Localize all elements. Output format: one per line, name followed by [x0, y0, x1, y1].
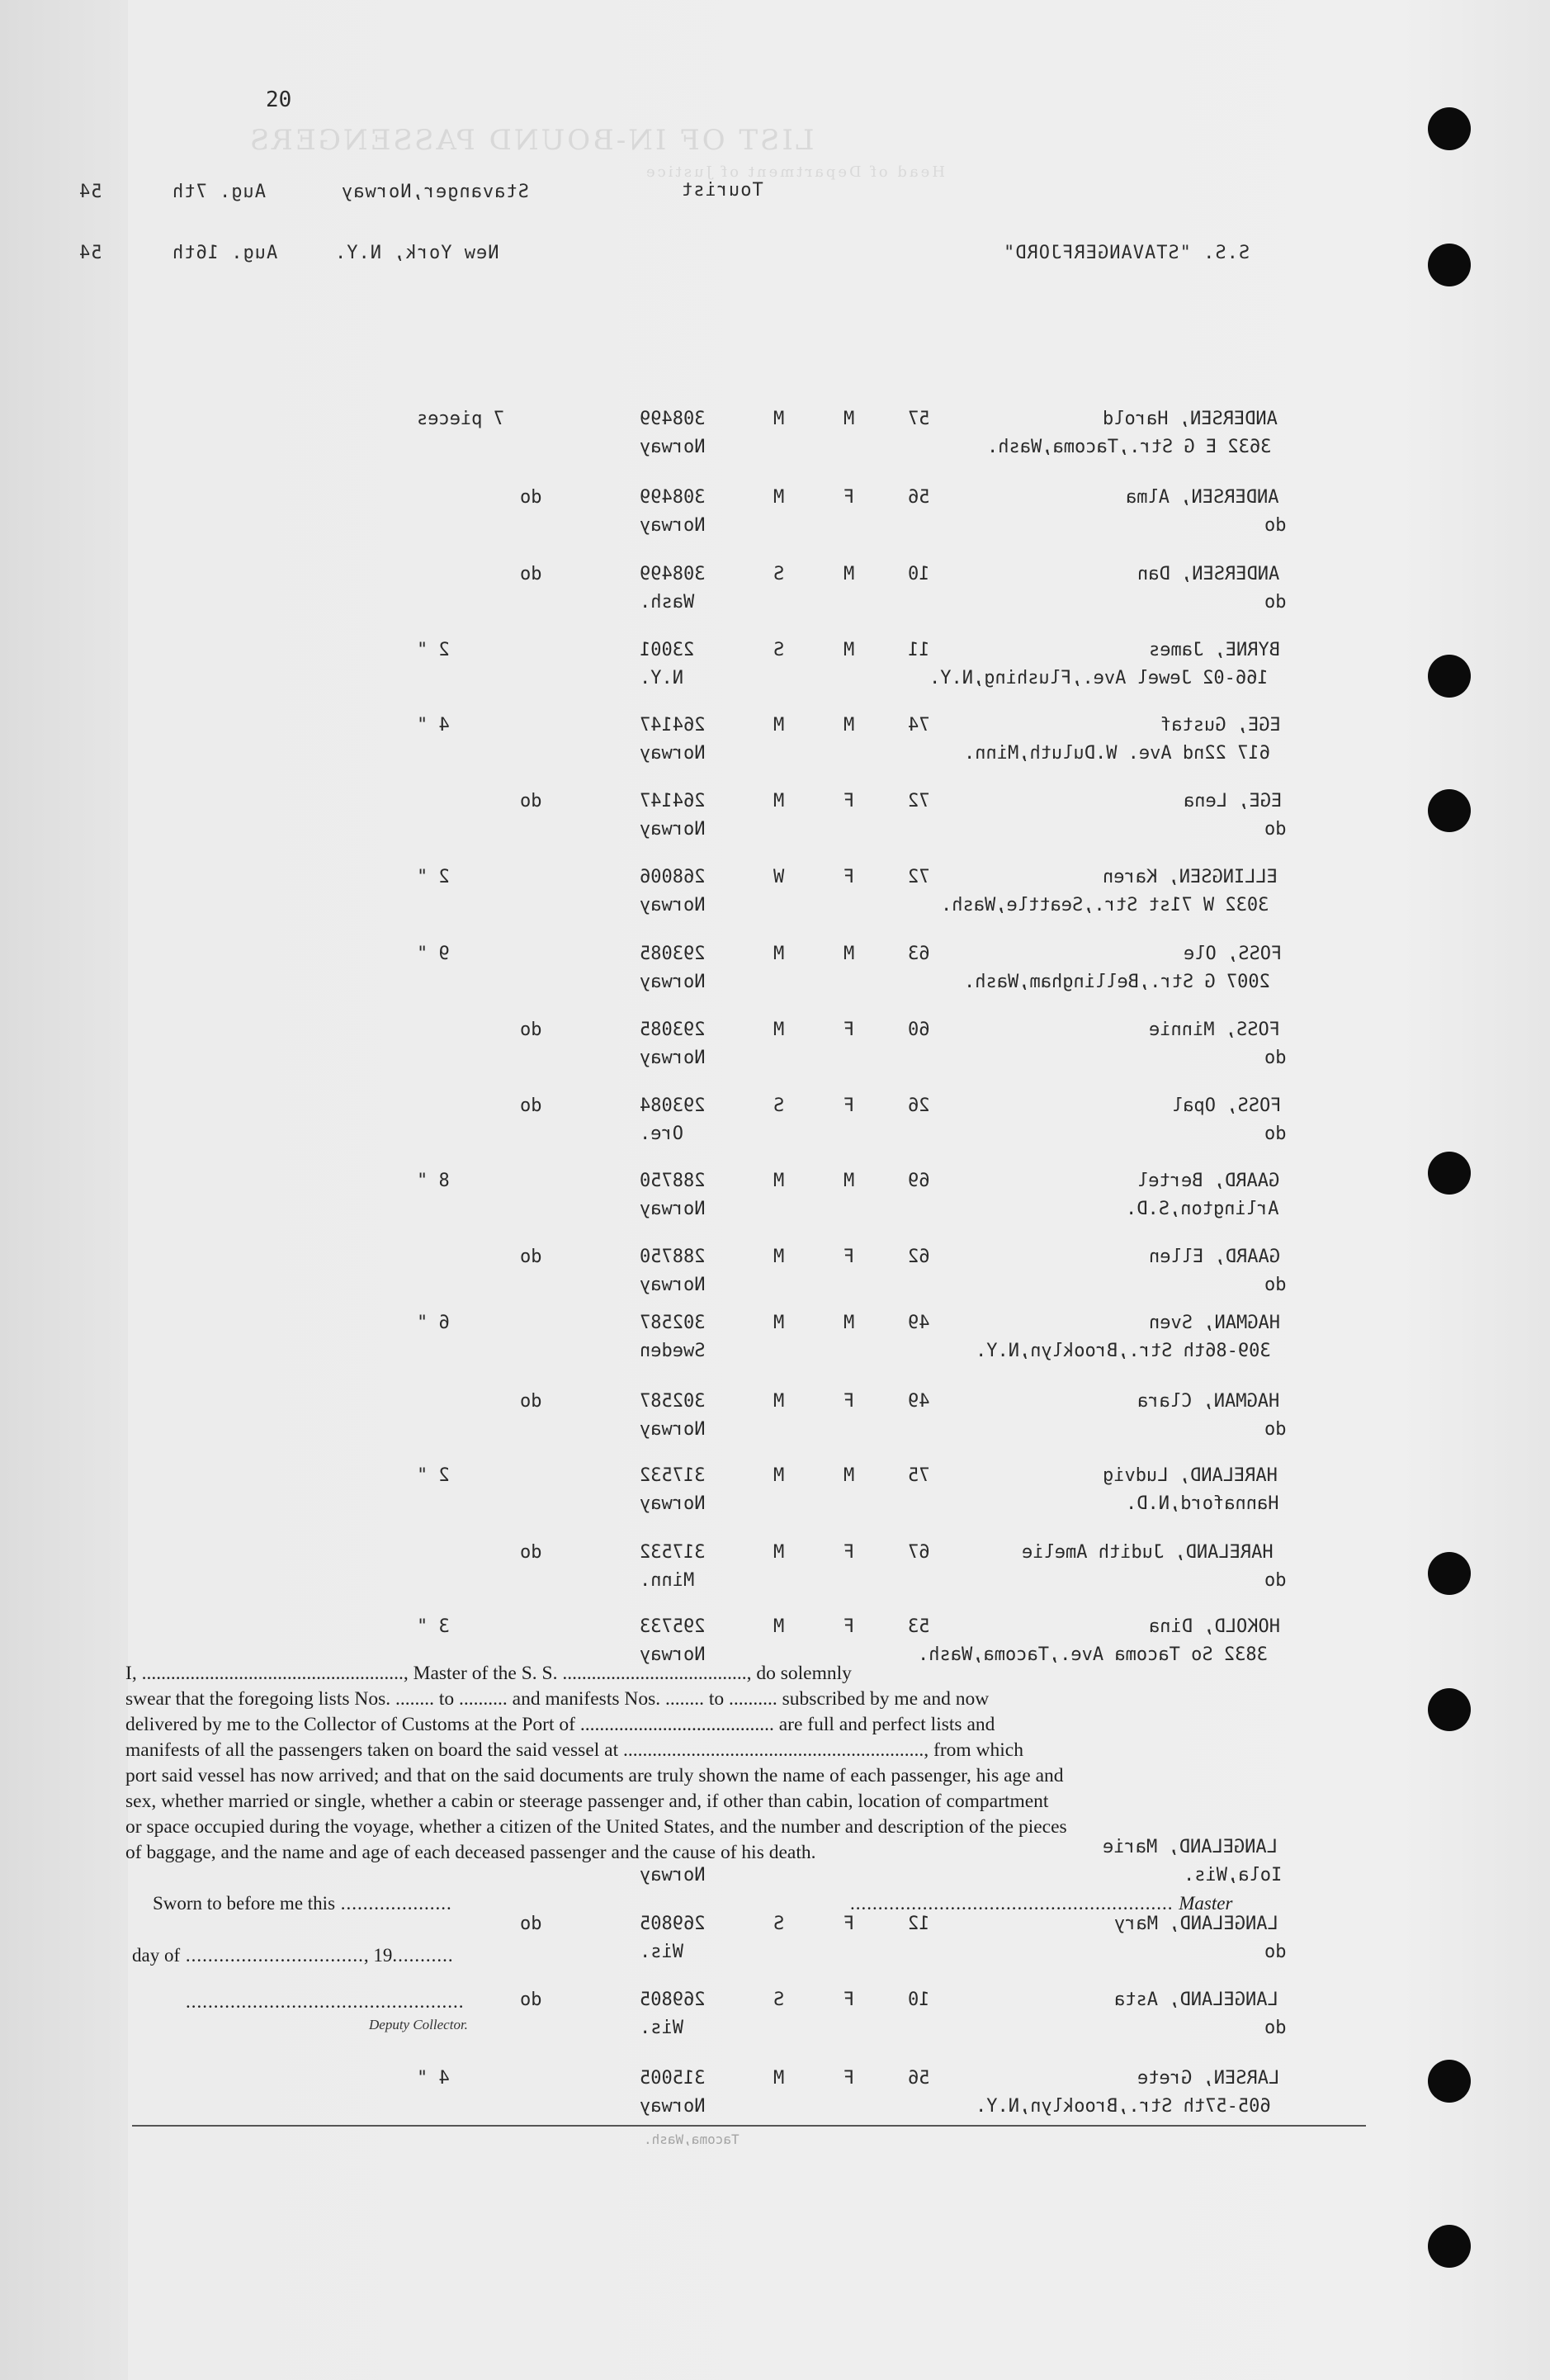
age-cell: 10 — [908, 564, 930, 584]
baggage-cell: 2 " — [417, 1465, 450, 1486]
oath-line: delivered by me to the Collector of Customs at the Port of ........................................ are full and perfect lists and — [125, 1714, 995, 1735]
origin-cell: Wis. — [640, 2018, 683, 2038]
origin-cell: Ore. — [640, 1124, 683, 1144]
baggage-cell: 4 " — [417, 715, 450, 736]
age-cell: 49 — [908, 1313, 930, 1333]
baggage-cell: 7 pieces — [417, 409, 504, 429]
passenger-address-cell: 3832 So Tacoma Ave.,Tacoma,Wash. — [918, 1644, 1268, 1665]
passenger-name-cell: HOKOLD, Dina — [1149, 1616, 1280, 1637]
passenger-number-cell: 295733 — [640, 1616, 706, 1637]
marital-status-cell: M — [773, 1391, 785, 1412]
marital-status-cell: M — [773, 1020, 785, 1040]
passenger-address-cell: do — [1264, 1124, 1287, 1144]
passenger-row — [0, 1247, 1550, 1321]
passenger-row — [0, 791, 1550, 865]
origin-cell: Norway — [640, 1865, 706, 1886]
passenger-number-cell: 269805 — [640, 1990, 706, 2010]
origin-cell: Wis. — [640, 1942, 683, 1962]
depart-year: 54 — [78, 182, 102, 202]
origin-cell: Norway — [640, 743, 706, 764]
passenger-number-cell: 269805 — [640, 1914, 706, 1934]
origin-cell: Norway — [640, 1275, 706, 1295]
passenger-row — [0, 487, 1550, 561]
baggage-cell: do — [520, 1391, 542, 1412]
footer-rule — [132, 2125, 1366, 2127]
passenger-number-cell: 308499 — [640, 564, 706, 584]
age-cell: 67 — [908, 1542, 930, 1563]
origin-cell: Norway — [640, 819, 706, 840]
baggage-cell: 2 " — [417, 640, 450, 660]
age-cell: 62 — [908, 1247, 930, 1267]
passenger-row — [0, 715, 1550, 789]
passenger-number-cell: 315005 — [640, 2068, 706, 2089]
passenger-number-cell: 293084 — [640, 1095, 706, 1116]
passenger-row — [0, 1020, 1550, 1094]
marital-status-cell: W — [773, 867, 785, 887]
age-cell: 72 — [908, 791, 930, 811]
passenger-row — [0, 1171, 1550, 1245]
passenger-number-cell: 308499 — [640, 409, 706, 429]
ship-name: S.S. "STAVANGERFJORD" — [1003, 243, 1250, 263]
oath-line: I, ......................................................, Master of the S. S. ......................................, do solemnly — [125, 1663, 852, 1684]
age-cell: 10 — [908, 1990, 930, 2010]
passenger-address-cell: do — [1264, 1942, 1287, 1962]
passenger-number-cell: 264147 — [640, 791, 706, 811]
passenger-name-cell: FOSS, Ole — [1184, 944, 1283, 964]
passenger-row — [0, 867, 1550, 941]
sex-cell: F — [844, 1020, 855, 1040]
page-number: 20 — [266, 88, 292, 112]
depart-date: Aug. 7th — [172, 182, 266, 202]
origin-cell: Norway — [640, 1644, 706, 1665]
deputy-collector-label: Deputy Collector. — [369, 2017, 468, 2032]
origin-cell: Norway — [640, 972, 706, 992]
passenger-row — [0, 2068, 1550, 2142]
passenger-name-cell: HAGMAN, Sven — [1149, 1313, 1280, 1333]
oath-line: port said vessel has now arrived; and that on the said documents are truly shown the name of each passenger, his age and — [125, 1765, 1064, 1786]
passenger-name-cell: ELLINGSEN, Karen — [1103, 867, 1278, 887]
baggage-cell: do — [520, 487, 542, 508]
passenger-address-cell: Hannaford,N.D. — [1126, 1493, 1279, 1514]
sex-cell: F — [844, 487, 855, 508]
marital-status-cell: M — [773, 409, 785, 429]
deputy-signature-line: .................................................. — [186, 1991, 465, 2012]
passenger-address-cell: do — [1264, 1048, 1287, 1068]
sex-cell: F — [844, 1247, 855, 1267]
marital-status-cell: M — [773, 715, 785, 736]
passenger-address-cell: 605-57th Str.,Brooklyn,N.Y. — [976, 2096, 1271, 2117]
origin-cell: Norway — [640, 1493, 706, 1514]
origin-cell: Norway — [640, 1048, 706, 1068]
baggage-cell: do — [520, 1914, 542, 1934]
marital-status-cell: M — [773, 1171, 785, 1191]
origin-cell: Norway — [640, 515, 706, 536]
origin-cell: Norway — [640, 437, 706, 457]
marital-status-cell: M — [773, 2068, 785, 2089]
sworn-label: Sworn to before me this .................... — [153, 1893, 452, 1914]
age-cell: 72 — [908, 867, 930, 887]
passenger-name-cell: ANDERSEN, Dan — [1137, 564, 1280, 584]
passenger-number-cell: 317532 — [640, 1465, 706, 1486]
oath-block — [125, 1661, 1363, 1866]
age-cell: 56 — [908, 2068, 930, 2089]
passenger-address-cell: do — [1264, 1570, 1287, 1591]
passenger-row — [0, 1542, 1550, 1616]
baggage-cell: 9 " — [417, 944, 450, 964]
master-signature-line: .......................................................... Master — [850, 1893, 1233, 1914]
bleed-through-title: LIST OF IN-BOUND PASSENGERS — [248, 124, 815, 157]
sex-cell: F — [844, 1542, 855, 1563]
passenger-address-cell: do — [1264, 2018, 1287, 2038]
punch-hole-icon — [1428, 107, 1471, 150]
baggage-cell: do — [520, 1095, 542, 1116]
passenger-name-cell: HARELAND, Ludvig — [1103, 1465, 1278, 1486]
passenger-row — [0, 1313, 1550, 1387]
baggage-cell: do — [520, 564, 542, 584]
passenger-row — [0, 564, 1550, 638]
passenger-address-cell: 2007 G Str.,Bellingham,Wash. — [964, 972, 1270, 992]
passenger-row — [0, 1465, 1550, 1540]
passenger-name-cell: LARSEN, Grete — [1137, 2068, 1280, 2089]
marital-status-cell: M — [773, 1247, 785, 1267]
passenger-address-cell: 166-02 Jewel Ave.,Flushing,N.Y. — [929, 668, 1269, 688]
age-cell: 49 — [908, 1391, 930, 1412]
passenger-name-cell: ANDERSEN, Alma — [1126, 487, 1279, 508]
sex-cell: M — [844, 1313, 855, 1333]
baggage-cell: do — [520, 791, 542, 811]
passenger-number-cell: 23001 — [640, 640, 695, 660]
passenger-number-cell: 288750 — [640, 1171, 706, 1191]
passenger-address-cell: 3032 W 71st Str.,Seattle,Wash. — [941, 895, 1269, 916]
passenger-address-cell: 309-86th Str.,Brooklyn,N.Y. — [976, 1341, 1271, 1361]
passenger-address-cell: do — [1264, 819, 1287, 840]
origin-cell: Wash. — [640, 592, 695, 613]
passenger-name-cell: EGE, Lena — [1184, 791, 1283, 811]
marital-status-cell: S — [773, 564, 785, 584]
passenger-name-cell: LANGELAND, Mary — [1114, 1914, 1278, 1934]
passenger-row — [0, 640, 1550, 714]
age-cell: 75 — [908, 1465, 930, 1486]
passenger-row — [0, 1095, 1550, 1170]
passenger-address-cell: do — [1264, 1275, 1287, 1295]
sex-cell: F — [844, 1095, 855, 1116]
punch-hole-icon — [1428, 2225, 1471, 2268]
oath-line: of baggage, and the name and age of each deceased passenger and the cause of his death. — [125, 1842, 816, 1863]
passenger-name-cell: FOSS, Minnie — [1149, 1020, 1280, 1040]
passenger-number-cell: 264147 — [640, 715, 706, 736]
passenger-name-cell: HARELAND, Judith Amelie — [1022, 1542, 1274, 1563]
passenger-number-cell: 288750 — [640, 1247, 706, 1267]
passenger-address-cell: do — [1264, 592, 1287, 613]
baggage-cell: 4 " — [417, 2068, 450, 2089]
day-of-label: day of ................................, 19........... — [132, 1945, 454, 1966]
passenger-name-cell: GAARD, Ellen — [1149, 1247, 1280, 1267]
origin-cell: Norway — [640, 2096, 706, 2117]
passenger-name-cell: FOSS, Opal — [1172, 1095, 1282, 1116]
oath-line: swear that the foregoing lists Nos. ........ to .......... and manifests Nos. ........ to .......... subscribed by me and now — [125, 1688, 990, 1710]
arrive-date: Aug. 16th — [172, 243, 278, 263]
class-label: Tourist — [681, 180, 763, 201]
sex-cell: F — [844, 867, 855, 887]
passenger-name-cell: HAGMAN, Clara — [1137, 1391, 1280, 1412]
marital-status-cell: S — [773, 640, 785, 660]
sex-cell: F — [844, 1391, 855, 1412]
passenger-number-cell: 317532 — [640, 1542, 706, 1563]
marital-status-cell: S — [773, 1990, 785, 2010]
age-cell: 26 — [908, 1095, 930, 1116]
passenger-name-cell: LANGELAND, Asta — [1114, 1990, 1278, 2010]
sex-cell: F — [844, 2068, 855, 2089]
origin-cell: Sweden — [640, 1341, 706, 1361]
age-cell: 69 — [908, 1171, 930, 1191]
sex-cell: M — [844, 640, 855, 660]
arrive-year: 54 — [78, 243, 102, 263]
passenger-name-cell: GAARD, Bertel — [1137, 1171, 1280, 1191]
passenger-number-cell: 268006 — [640, 867, 706, 887]
age-cell: 56 — [908, 487, 930, 508]
sex-cell: F — [844, 1616, 855, 1637]
sex-cell: M — [844, 1171, 855, 1191]
age-cell: 11 — [908, 640, 930, 660]
arrive-port: New York, N.Y. — [334, 243, 499, 263]
marital-status-cell: M — [773, 944, 785, 964]
passenger-number-cell: 308499 — [640, 487, 706, 508]
marital-status-cell: S — [773, 1095, 785, 1116]
passenger-address-cell: do — [1264, 515, 1287, 536]
marital-status-cell: M — [773, 1313, 785, 1333]
sex-cell: M — [844, 409, 855, 429]
origin-cell: Norway — [640, 895, 706, 916]
passenger-address-cell: Iola,Wis. — [1184, 1865, 1283, 1886]
depart-port: Stavanger,Norway — [341, 182, 529, 202]
sex-cell: F — [844, 791, 855, 811]
passenger-address-cell: 617 22nd Ave. W.Duluth,Minn. — [964, 743, 1270, 764]
bleed-through-subtitle: Head of Department of Justice — [644, 163, 945, 181]
baggage-cell: do — [520, 1020, 542, 1040]
baggage-cell: 2 " — [417, 867, 450, 887]
age-cell: 74 — [908, 715, 930, 736]
age-cell: 63 — [908, 944, 930, 964]
baggage-cell: do — [520, 1247, 542, 1267]
oath-line: sex, whether married or single, whether a cabin or steerage passenger and, if other than cabin, location of compartment — [125, 1791, 1049, 1812]
passenger-name-cell: BYRNE, James — [1149, 640, 1280, 660]
origin-cell: Minn. — [640, 1570, 695, 1591]
passenger-address-cell: 3632 E G Str.,Tacoma,Wash. — [987, 437, 1272, 457]
sex-cell: M — [844, 564, 855, 584]
passenger-name-cell: ANDERSEN, Harold — [1103, 409, 1278, 429]
marital-status-cell: M — [773, 791, 785, 811]
oath-line: manifests of all the passengers taken on board the said vessel at .............................................................., from which — [125, 1739, 1023, 1761]
baggage-cell: 8 " — [417, 1171, 450, 1191]
passenger-address-cell: Arlington,S.D. — [1126, 1199, 1279, 1219]
age-cell: 60 — [908, 1020, 930, 1040]
age-cell: 53 — [908, 1616, 930, 1637]
passenger-name-cell: EGE, Gustaf — [1160, 715, 1281, 736]
passenger-row — [0, 409, 1550, 483]
passenger-number-cell: 302587 — [640, 1313, 706, 1333]
passenger-name-cell: LANGELAND, Marie — [1103, 1837, 1278, 1857]
punch-hole-icon — [1428, 1688, 1471, 1731]
passenger-number-cell: 293085 — [640, 944, 706, 964]
sex-cell: F — [844, 1914, 855, 1934]
passenger-number-cell: 302587 — [640, 1391, 706, 1412]
passenger-address-cell: do — [1264, 1419, 1287, 1440]
marital-status-cell: M — [773, 487, 785, 508]
marital-status-cell: M — [773, 1542, 785, 1563]
age-cell: 12 — [908, 1914, 930, 1934]
oath-line: or space occupied during the voyage, whether a citizen of the United States, and the number and description of the pieces — [125, 1816, 1067, 1838]
origin-cell: Norway — [640, 1199, 706, 1219]
origin-cell: Norway — [640, 1419, 706, 1440]
passenger-number-cell: 293085 — [640, 1020, 706, 1040]
marital-status-cell: M — [773, 1465, 785, 1486]
baggage-cell: do — [520, 1542, 542, 1563]
baggage-cell: do — [520, 1990, 542, 2010]
bleed-through-footer: Tacoma,Wash. — [644, 2132, 740, 2147]
passenger-row — [0, 944, 1550, 1018]
origin-cell: N.Y. — [640, 668, 683, 688]
baggage-cell: 6 " — [417, 1313, 450, 1333]
marital-status-cell: S — [773, 1914, 785, 1934]
marital-status-cell: M — [773, 1616, 785, 1637]
sex-cell: M — [844, 1465, 855, 1486]
passenger-row — [0, 1391, 1550, 1465]
baggage-cell: 3 " — [417, 1616, 450, 1637]
sex-cell: F — [844, 1990, 855, 2010]
punch-hole-icon — [1428, 244, 1471, 286]
age-cell: 57 — [908, 409, 930, 429]
sex-cell: M — [844, 715, 855, 736]
sex-cell: M — [844, 944, 855, 964]
